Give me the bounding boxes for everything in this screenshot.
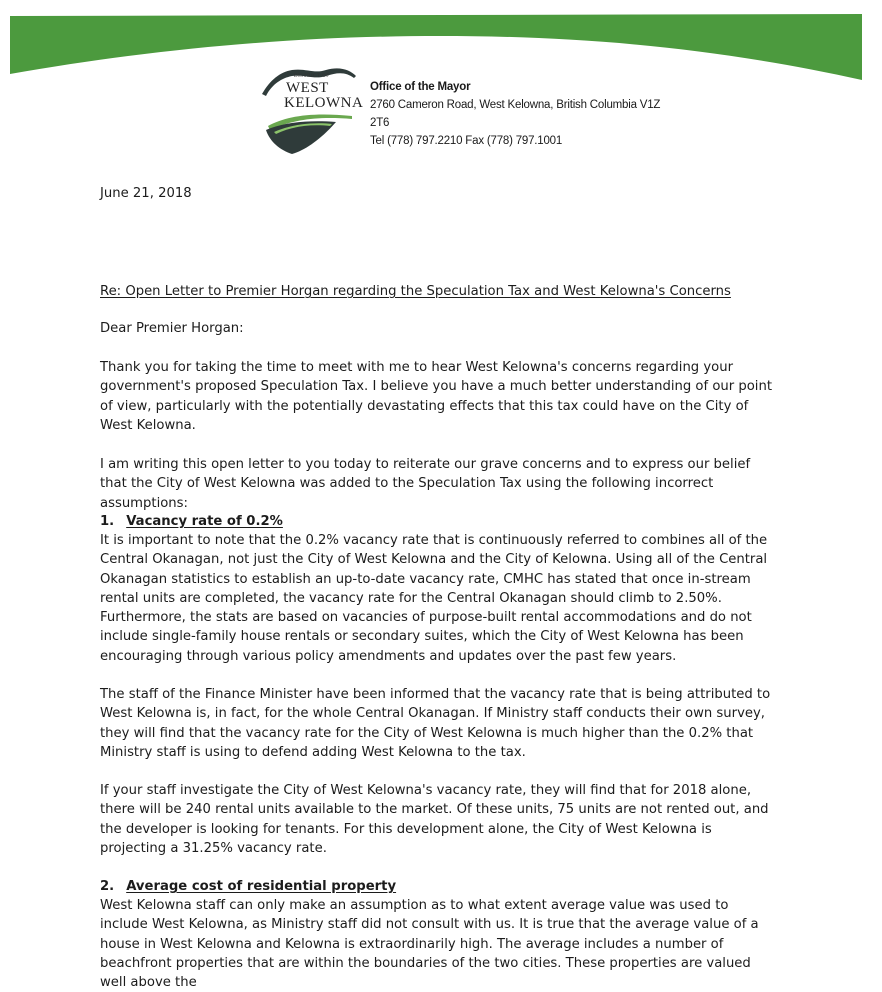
section-1-title: Vacancy rate of 0.2% <box>126 514 283 529</box>
logo-district-label: DISTRICT OF <box>294 74 330 79</box>
section-2-body: West Kelowna staff can only make an assumption as to what extent average value was used to include West Kelowna, as Ministry staff did not consult with us. It is true that the average value of a house in West Kelowna and Kelowna is extraordinarily high. The average includes a number of beachfront properties that are within the boundaries of the two cities. These properties are valued well above the <box>100 898 759 991</box>
section-1-number: 1. <box>100 514 115 529</box>
office-address: 2760 Cameron Road, West Kelowna, British Columbia V1Z 2T6 <box>370 99 661 129</box>
salutation: Dear Premier Horgan: <box>100 321 244 336</box>
letter-date: June 21, 2018 <box>100 186 192 201</box>
letterhead <box>256 58 676 158</box>
section-2-title: Average cost of residential property <box>126 879 397 894</box>
section-1-body: It is important to note that the 0.2% vacancy rate that is continuously referred to combines all of the Central Okanagan, not just the City of West Kelowna and the City of Kelowna. Using all of the Central Okanagan statistics to establish an up-to-date vacancy rate, CMHC has stated that once in-stream rental units are completed, the vacancy rate for the Central Okanagan should climb to 2.50%. Furthermore, the stats are based on vacancies of purpose-built rental accommodations and do not include single-family house rentals or secondary suites, which the City of West Kelowna has been encouraging through various policy amendments and updates over the past few years. <box>100 533 768 664</box>
section-2-number: 2. <box>100 879 115 894</box>
logo-name-west: WEST <box>286 80 329 96</box>
paragraph-intro: Thank you for taking the time to meet with me to hear West Kelowna's concerns regarding your government's proposed Speculation Tax. I believe you have a much better understanding of our point of view, particularly with the potentially devastating effects that this tax could have on the City of West Kelowna. <box>100 360 772 433</box>
section-2-heading <box>100 877 772 896</box>
office-contact-block <box>370 78 676 150</box>
office-title: Office of the Mayor <box>370 81 471 93</box>
office-phone-fax: Tel (778) 797.2210 Fax (778) 797.1001 <box>370 135 563 147</box>
paragraph-purpose: I am writing this open letter to you today to reiterate our grave concerns and to express our belief that the City of West Kelowna was added to the Speculation Tax using the following incorrect assumptions: <box>100 457 751 511</box>
paragraph-finance-minister: The staff of the Finance Minister have been informed that the vacancy rate that is being attributed to West Kelowna is, in fact, for the whole Central Okanagan. If Ministry staff conducts their own survey, they will find that the vacancy rate for the City of West Kelowna is much higher than the 0.2% that Ministry staff is using to defend adding West Kelowna to the tax. <box>100 687 771 760</box>
district-logo <box>256 58 364 158</box>
paragraph-vacancy-projection: If your staff investigate the City of West Kelowna's vacancy rate, they will find that for 2018 alone, there will be 240 rental units available to the market. Of these units, 75 units are not rented out, and the developer is looking for tenants. For this development alone, the City of West Kelowna is projecting a 31.25% vacancy rate. <box>100 783 769 856</box>
subject-line: Re: Open Letter to Premier Horgan regarding the Speculation Tax and West Kelowna's Concerns <box>100 284 731 299</box>
logo-name-kelowna: KELOWNA <box>284 95 364 111</box>
section-1-heading <box>100 512 772 531</box>
